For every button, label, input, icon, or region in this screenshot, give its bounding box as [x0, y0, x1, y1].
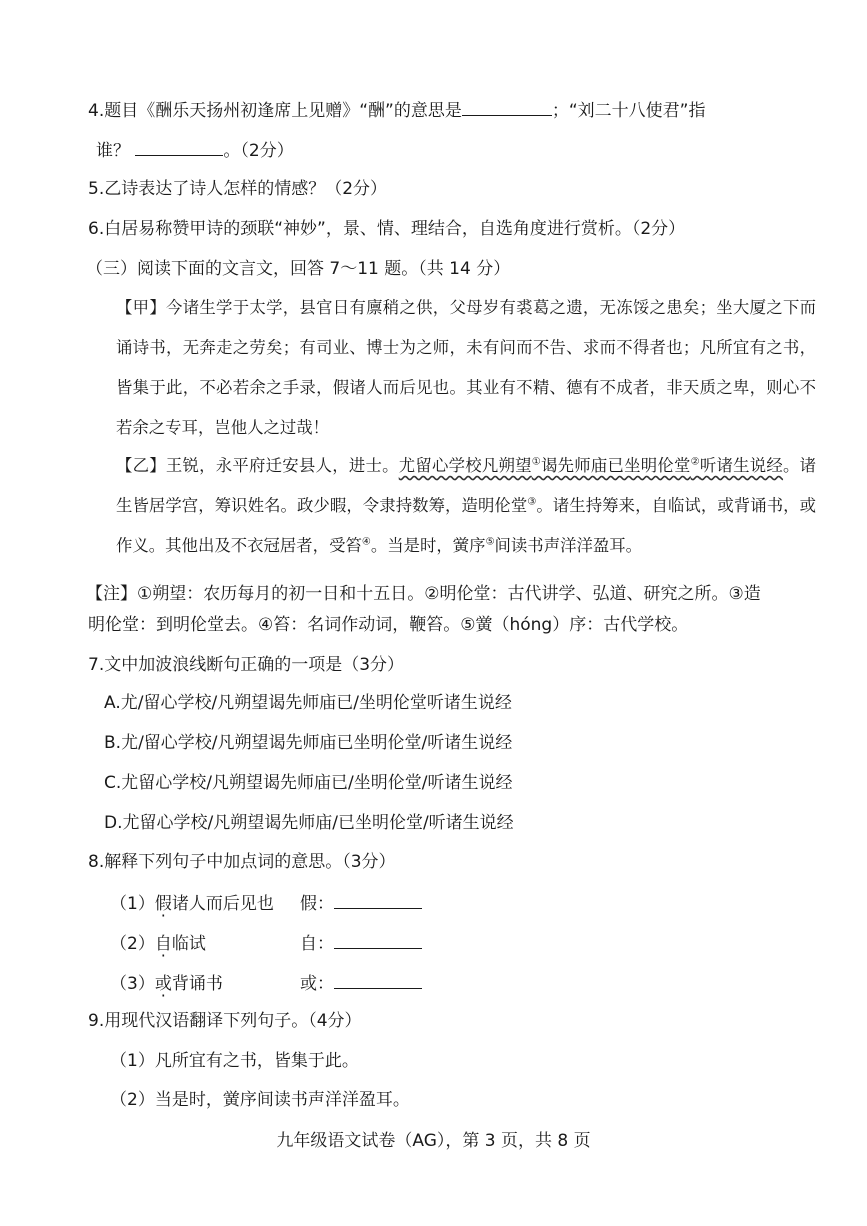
dotted-character: 或 — [154, 974, 172, 994]
passage-yi — [88, 446, 816, 566]
question-6: 6.白居易称赞甲诗的颈联“神妙”，景、情、理结合，自选角度进行赏析。（2分） — [88, 219, 686, 239]
wavy-underlined-sentence: 尤留心学校凡朔望①谒先师庙已坐明伦堂②听诸生说经 — [398, 456, 784, 475]
footnote-marker: ① — [531, 456, 541, 468]
question-9-sentence-1: （1）凡所宜有之书，皆集于此。 — [110, 1051, 359, 1071]
question-8-item-3: （3）或背诵书 或： — [110, 970, 422, 996]
answer-blank[interactable] — [334, 970, 422, 989]
notes-line-2: 明伦堂：到明伦堂去。④笞：名词作动词，鞭笞。⑤黉（hóng）序：古代学校。 — [88, 615, 689, 635]
question-7-stem: 7.文中加波浪线断句正确的一项是（3分） — [88, 655, 405, 675]
question-7-option-d[interactable]: D.尤留心学校/凡朔望谒先师庙/已坐明伦堂/听诸生说经 — [104, 813, 514, 833]
answer-label: 自： — [300, 934, 334, 954]
question-4-line-1 — [88, 97, 807, 123]
passage-tag: 【乙】 — [116, 456, 166, 475]
footnote-marker: ② — [690, 456, 700, 468]
answer-blank[interactable] — [462, 97, 552, 116]
section-3-heading: （三）阅读下面的文言文，回答 7～11 题。（共 14 分） — [86, 259, 511, 279]
footnote-marker: ④ — [361, 536, 371, 548]
passage-tag: 【甲】 — [116, 298, 167, 317]
passage-yi-text: 王锐，永平府迁安县人，进士。 — [165, 456, 399, 475]
footnote-marker: ③ — [527, 496, 537, 508]
answer-blank[interactable] — [135, 137, 223, 156]
dotted-character: 假 — [154, 894, 172, 914]
passage-yi-text: 。诸生持筹来，自临试，或背诵书，或作义。其他出及不衣冠居者，受笞 — [116, 496, 816, 555]
question-7-option-b[interactable]: B.尤/留心学校/凡朔望谒先师庙已坐明伦堂/听诸生说经 — [104, 733, 513, 753]
question-4-score: 。（2分） — [223, 141, 294, 161]
question-9-stem: 9.用现代汉语翻译下列句子。（4分） — [88, 1011, 362, 1031]
passage-jia-text: 今诸生学于太学，县官日有廪稍之供，父母岁有裘葛之遗，无冻馁之患矣；坐大厦之下而诵诗书，无奔走之劳矣；有司业、博士为之师，未有问而不告、求而不得者也；凡所宜有之书，皆集于此，不必若余之手录，假诸人而后见也。其业有不精、德有不成者，非天质之卑，则心不若余之专耳，岂他人之过哉！ — [116, 298, 817, 437]
answer-blank[interactable] — [334, 890, 422, 909]
page-footer: 九年级语文试卷（AG），第 3 页，共 8 页 — [276, 1131, 591, 1151]
footnote-marker: ⑤ — [485, 536, 495, 548]
question-7-option-a[interactable]: A.尤/留心学校/凡朔望谒先师庙已/坐明伦堂听诸生说经 — [104, 693, 512, 713]
passage-yi-text: 。诸生皆居学宫，筹识姓名。政少暇，令隶持数筹，造明伦堂 — [116, 456, 817, 515]
question-9-sentence-2: （2）当是时，黉序间读书声洋洋盈耳。 — [110, 1090, 410, 1110]
question-8-item-1: （1）假诸人而后见也 假： — [110, 890, 422, 916]
question-4-text: ；“刘二十八使君”指 — [551, 101, 706, 121]
answer-label: 或： — [300, 974, 334, 994]
dotted-character: 自 — [154, 934, 172, 954]
notes-line-1: 【注】①朔望：农历每月的初一日和十五日。②明伦堂：古代讲学、弘道、研究之所。③造 — [86, 584, 761, 604]
question-7-option-c[interactable]: C.尤留心学校/凡朔望谒先师庙已/坐明伦堂/听诸生说经 — [104, 773, 513, 793]
answer-label: 假： — [300, 894, 334, 914]
question-5: 5.乙诗表达了诗人怎样的情感？（2分） — [88, 179, 388, 199]
answer-blank[interactable] — [334, 930, 422, 949]
passage-jia — [88, 288, 816, 448]
passage-yi-text: 。当是时，黉序 — [370, 536, 486, 555]
question-4-text: 4.题目《酬乐天扬州初逢席上见赠》“酬”的意思是 — [88, 101, 462, 121]
question-8-item-2: （2）自临试 自： — [110, 930, 422, 956]
question-4-line-2 — [96, 137, 807, 163]
passage-yi-text: 间读书声洋洋盈耳。 — [494, 536, 643, 555]
question-4-text: 谁？ — [96, 141, 130, 161]
question-8-stem: 8.解释下列句子中加点词的意思。（3分） — [88, 852, 396, 872]
